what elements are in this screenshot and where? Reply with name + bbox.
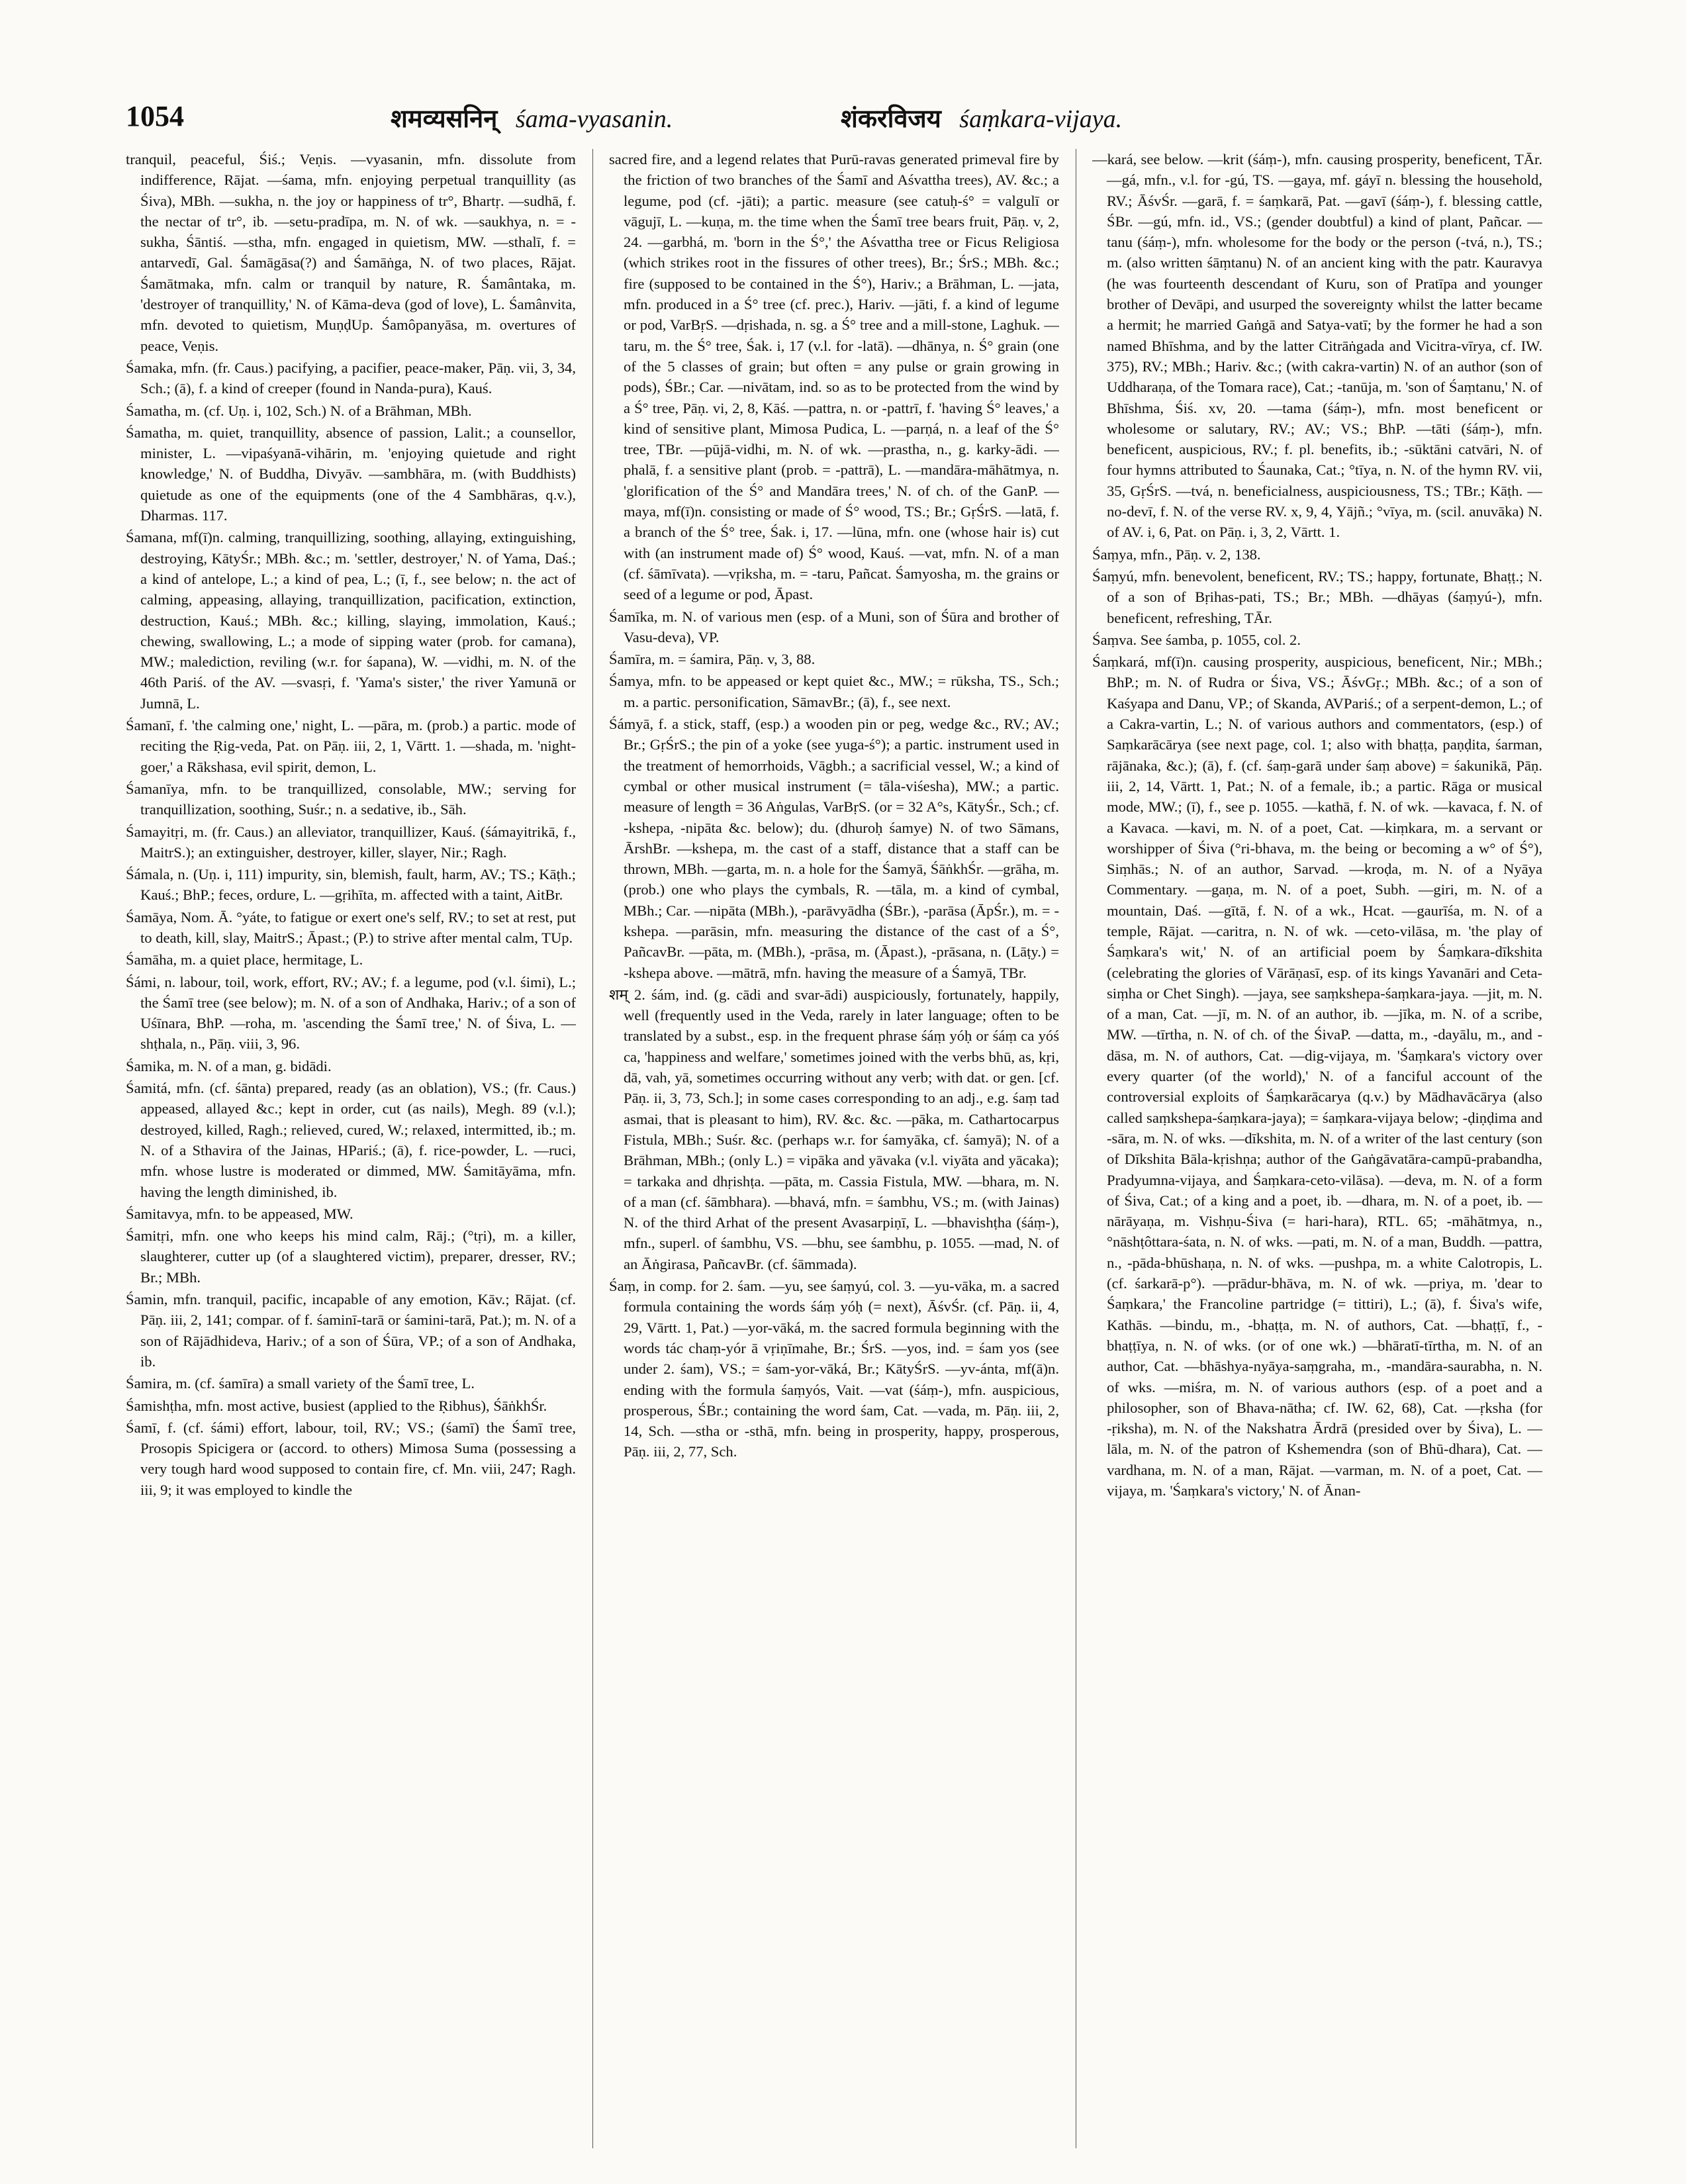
dictionary-entry: Śamayitṛi, m. (fr. Caus.) an alleviator, tranquillizer, Kauś. (śámayitrikā, f., MaitrS.); an extinguisher, destroyer, killer, slayer, Nir.; Ragh.	[126, 823, 576, 861]
dictionary-entry: Śamatha, m. (cf. Uṇ. i, 102, Sch.) N. of a Brāhman, MBh.	[126, 402, 472, 419]
dictionary-entry: sacred fire, and a legend relates that Purū-ravas generated primeval fire by the friction of two branches of the Śamī and Aśvattha trees), AV. &c.; a legume, pod (cf. -jāti); a partic. measure (see catuḥ-ś° = valgulī or vāgujī, L. —kuṇa, m. the time when the Śamī tree bears fruit, Pāṇ. v, 2, 24. —garbhá, m. 'born in the Ś°,' the Aśvattha tree or Ficus Religiosa (which strikes root in the fissures of other trees), Br.; ŚrS.; MBh. &c.; fire (supposed to be contained in the Ś°), Hariv.; a Brāhman, L. —jata, mfn. produced in a Ś° tree (cf. prec.), Hariv. —jāti, f. a kind of legume or pod, VarBṛS. —dṛishada, n. sg. a Ś° tree and a mill-stone, Laghuk. —taru, m. the Ś° tree, Śak. i, 17 (v.l. for -latā). —dhānya, n. Ś° grain (one of the 5 classes of grain; but often = any pulse or grain growing in pods), ŚBr.; Car. —nivātam, ind. so as to be protected from the wind by a Ś° tree, Pāṇ. vi, 2, 8, Kāś. —pattra, n. or -pattrī, f. 'having Ś° leaves,' a kind of sensitive plant, Mimosa Pudica, L. —parṇá, n. a leaf of the Ś° tree, TBr. —pūjā-vidhi, m. N. of wk. —prastha, n., g. karky-ādi. —phalā, f. a sensitive plant (prob. = -pattrā), L. —mandāra-māhātmya, n. 'glorification of the Ś° and Mandāra trees,' N. of ch. of the GanP. —maya, mf(ī)n. consisting or made of Ś° wood, TS.; Br.; GṛŚrS. —latā, f. a branch of the Ś° tree, Śak. i, 17. —lūna, mfn. one (whose hair is) cut with (an instrument made of) Ś° wood, Kauś. —vat, mfn. N. of a man (cf. śāmīvata). —vṛiksha, m. = -taru, Pañcat. Śamyosha, m. the grains or seed of a legume or pod, Āpast.	[609, 151, 1059, 603]
column-divider	[592, 149, 593, 2148]
dictionary-entry: Śamāha, m. a quiet place, hermitage, L.	[126, 951, 363, 969]
dictionary-entry: tranquil, peaceful, Śiś.; Veṇis. —vyasanin, mfn. dissolute from indifference, Rājat. —śama, mfn. enjoying perpetual tranquillity (as Śiva), MBh. —sukha, n. the joy or happiness of tr°, Bhartṛ. —sudhā, f. the nectar of tr°, ib. —setu-pradīpa, m. N. of wk. —saukhya, n. = -sukha, Śāntiś. —stha, mfn. engaged in quietism, MW. —sthalī, f. = antarvedī, Gal. Śamāgāsa(?) and Śamāṅga, N. of two places, Rājat. Śamātmaka, mfn. calm or tranquil by nature, R. Śamântaka, m. 'destroyer of tranquillity,' N. of Kāma-deva (god of love), L. Śamânvita, mfn. devoted to quietism, MuṇḍUp. Śamôpanyāsa, m. overtures of peace, Veṇis.	[126, 151, 576, 354]
dictionary-entry: Śamin, mfn. tranquil, pacific, incapable of any emotion, Kāv.; Rājat. (cf. Pāṇ. iii, 2, 141; compar. of f. śaminī-tarā or śamini-tarā, Pat.); m. N. of a son of Rājādhideva, Hariv.; of a son of Śūra, VP.; of a son of Andhaka, ib.	[126, 1291, 576, 1370]
dictionary-entry: Śamatha, m. quiet, tranquillity, absence of passion, Lalit.; a counsellor, minister, L. —vipaśyanā-vihārin, m. 'enjoying quietude and right knowledge,' N. of Buddha, Divyāv. —sambhāra, m. (with Buddhists) quietude as one of the equipments (one of the 4 Sambhāras, q.v.), Dharmas. 117.	[126, 424, 576, 524]
column-2	[609, 149, 1059, 2155]
column-1	[126, 149, 576, 2155]
dictionary-entry: Śamishṭha, mfn. most active, busiest (applied to the Ṛibhus), ŚāṅkhŚr.	[126, 1397, 547, 1414]
dictionary-entry: Śámala, n. (Uṇ. i, 111) impurity, sin, blemish, fault, harm, AV.; TS.; Kāṭh.; Kauś.; BhP.; feces, ordure, L. —gṛihīta, m. affected with a taint, AitBr.	[126, 866, 576, 904]
dictionary-entry: —kará, see below. —krit (śáṃ-), mfn. causing prosperity, beneficent, TĀr. —gá, mfn., v.l. for -gú, TS. —gaya, mf. gáyī n. blessing the household, RV.; ĀśvŚr. —garā, f. = śaṃkarā, Pat. —gavī (śáṃ-), f. blessing cattle, ŚBr. —gú, mfn. id., VS.; (gender doubtful) a kind of plant, Pañcar. —tanu (śáṃ-), mfn. wholesome for the body or the person (-tvá, n.), TS.; m. (also written śāṃtanu) N. of an ancient king with the patr. Kauravya (he was fourteenth descendant of Kuru, son of Pratīpa and younger brother of Devāpi, and usurped the sovereignty whilst the latter became a hermit; he married Gaṅgā and Satya-vatī; by the former he had a son named Bhīshma, and by the latter Citrāṅgada and Vicitra-vīrya, cf. IW. 375), RV.; MBh.; Hariv. &c.; (with cakra-vartin) N. of an author (son of Uddharaṇa, of the Tomara race), Cat.; -tanūja, m. 'son of Śaṃtanu,' N. of Bhīshma, Śiś. xv, 20. —tama (śáṃ-), mfn. most beneficent or wholesome or salutary, RV.; AV.; VS.; BhP. —tāti (śáṃ-), mfn. beneficent, auspicious, RV.; f. pl. benefits, ib.; -sūktāni catvāri, N. of four hymns attributed to Śaunaka, Cat.; °tīya, n. N. of the hymn RV. vii, 35, GṛŚrS. —tvá, n. beneficialness, auspiciousness, TS.; TBr.; Kāṭh. —no-devī, f. N. of the verse RV. x, 9, 4, Yājñ.; °vīya, m. (scil. anuvāka) N. of AV. i, 6, Pat. on Pāṇ. i, 3, 2, Vārtt. 1.	[1092, 151, 1542, 541]
dictionary-entry: Śamitavya, mfn. to be appeased, MW.	[126, 1205, 353, 1222]
dictionary-entry: Śamī, f. (cf. śámi) effort, labour, toil, RV.; VS.; (śamī) the Śamī tree, Prosopis Spicigera or (accord. to others) Mimosa Suma (possessing a very tough hard wood supposed to contain fire, cf. Mn. viii, 247; Ragh. iii, 9; it was employed to kindle the	[126, 1419, 576, 1498]
left-head-devanagari: शमव्यसनिन्	[391, 105, 498, 133]
dictionary-entry: Śámyā, f. a stick, staff, (esp.) a wooden pin or peg, wedge &c., RV.; AV.; Br.; GṛŚrS.; the pin of a yoke (see yuga-ś°); a partic. instrument used in the treatment of hemorrhoids, Vāgbh.; a sacrificial vessel, W.; a kind of cymbal or other musical instrument (= tāla-viśesha), MW.; a partic. measure of length = 36 Aṅgulas, VarBṛS. (or = 32 A°s, KātyŚr., Sch.; cf. -kshepa, -nipāta &c. below); du. (dhuroḥ śamye) N. of two Sāmans, ĀrshBr. —kshepa, m. the cast of a staff, distance that a staff can be thrown, MBh. —garta, m. n. a hole for the Śamyā, ŚāṅkhŚr. —grāha, m. (prob.) one who plays the cymbals, R. —tāla, m. a kind of cymbal, MBh.; Car. —nipāta (MBh.), -parāvyādha (ŚBr.), -parāsa (ĀpŚr.), m. = -kshepa. —parāsin, mfn. measuring the distance of the cast of a Ś°, PañcavBr. —pāta, m. (MBh.), -prāsa, m. (Āpast.), -prāsana, n. (Lāṭy.) = -kshepa above. —mātrā, mfn. having the measure of a Śamyā, TBr.	[609, 716, 1059, 981]
page-header	[126, 99, 1562, 139]
left-running-head	[391, 101, 673, 135]
dictionary-entry: Śaṃkará, mf(ī)n. causing prosperity, auspicious, beneficent, Nir.; MBh.; BhP.; m. N. of Rudra or Śiva, VS.; ĀśvGṛ.; MBh. &c.; of a son of Kaśyapa and Danu, VP.; of Skanda, AVPariś.; of a serpent-demon, L.; of a Cakra-vartin, L.; N. of various authors and commentators, (esp.) of Saṃkarācārya (see next page, col. 1; also with bhaṭṭa, paṇḍita, śarman, rājānaka, &c.); (ā), f. (cf. śaṃ-garā under śaṃ above) = śakunikā, Pāṇ. iii, 2, 14, Vārtt. 1, Pat.; N. of a female, ib.; a partic. Rāga or musical mode, MW.; (ī), f., see p. 1055. —kathā, f. N. of wk. —kavaca, f. N. of a Kavaca. —kavi, m. N. of a poet, Cat. —kiṃkara, m. a servant or worshipper of Śiva (°ri-bhava, m. the being or becoming a w° of Ś°), Siṃhās.; N. of an author, Sarvad. —kroḍa, m. N. of a Nyāya Commentary. —gaṇa, m. N. of a poet, Subh. —giri, m. N. of a mountain, Daś. —gītā, f. N. of a wk., Hcat. —gaurīśa, m. N. of a temple, Rājat. —caritra, n. N. of wk. —ceto-vilāsa, m. 'the play of Śaṃkara's wit,' N. of an artificial poem by Śaṃkara-dīkshita (celebrating the glories of Vārāṇasī, esp. of its kings Yavanāri and Ceta-siṃha or Chet Singh). —jaya, see saṃkshepa-śaṃkara-jaya. —jit, m. N. of a man, Cat. —jī, m. N. of an author, ib. —jīka, m. N. of a scribe, MW. —tīrtha, n. N. of ch. of the ŚivaP. —datta, m., -dayālu, m., and -dāsa, m. N. of authors, Cat. —dig-vijaya, m. 'Śaṃkara's victory over every quarter (of the world),' N. of a fanciful account of the controversial exploits of Śaṃkarācarya (q.v.) by Mādhavācārya (also called saṃkshepa-śaṃkara-jaya); = śaṃkara-vijaya below; -ḍiṇḍima and -sāra, m. N. of wks. —dīkshita, m. N. of a writer of the last century (son of Dīkshita Bāla-kṛishṇa; author of the Gaṅgāvatāra-campū-prabandha, Pradyumna-vijaya, and Śaṃkara-ceto-vilāsa). —deva, m. N. of a form of Śiva, Cat.; of a king and a poet, ib. —dhara, m. N. of a poet, ib. —nārāyaṇa, m. Vishṇu-Śiva (= hari-hara), RTL. 65; -māhātmya, n., °nāshṭôttara-śata, n. N. of wks. —pati, m. N. of a man, Buddh. —pattra, n., -pāda-bhūshaṇa, n. N. of wks. —pushpa, m. a white Calotropis, L. (cf. śarkarā-p°). —prādur-bhāva, m. N. of wk. —priya, m. 'dear to Śaṃkara,' the Francoline partridge (= tittiri), L.; (ā), f. Śiva's wife, Kathās. —bindu, m., -bhaṭṭa, m. N. of authors, Cat. —bhaṭṭī, f., -bhaṭṭīya, n. N. of wks. (or of one wk.) —bhāratī-tīrtha, m. N. of an author, Cat. —bhāshya-nyāya-saṃgraha, m., -mandāra-saurabha, n. N. of wks. —miśra, m. N. of various authors (esp. of a poet and a philosopher, son of Bhava-nātha; cf. IW. 62, 68), Cat. —ṛksha (for -ṛiksha), m. N. of the Nakshatra Ārdrā (presided over by Śiva), L. —lāla, m. N. of the patron of Kshemendra (son of Bhū-dhara), Cat. —vardhana, m. N. of a man, Rājat. —varman, m. N. of a poet, Cat. —vijaya, m. 'Śaṃkara's victory,' N. of Ānan-	[1092, 653, 1542, 1499]
dictionary-entry: Śaṃya, mfn., Pāṇ. v. 2, 138.	[1092, 546, 1261, 563]
dictionary-entry: Śamika, m. N. of a man, g. bidādi.	[126, 1057, 332, 1074]
dictionary-entry: Śamana, mf(ī)n. calming, tranquillizing, soothing, allaying, extinguishing, destroying, KātyŚr.; MBh. &c.; m. 'settler, destroyer,' N. of Yama, Daś.; a kind of antelope, L.; a kind of pea, L.; (ī, f., see below; n. the act of calming, appeasing, allaying, tranquillization, pacification, extinction, destruction, Kauś.; MBh. &c.; killing, slaying, immolation, Kauś.; chewing, swallowing, L.; a mode of sipping water (prob. for camana), MW.; malediction, reviling (w.r. for śapana), W. —vidhi, m. N. of the 46th Pariś. of the AV. —svasṛi, f. 'Yama's sister,' the river Yamunā or Jumnā, L.	[126, 529, 576, 712]
dictionary-entry: Śaṃva. See śamba, p. 1055, col. 2.	[1092, 631, 1301, 648]
right-head-transliteration: śaṃkara-vijaya.	[959, 105, 1123, 133]
dictionary-entry: Śamaka, mfn. (fr. Caus.) pacifying, a pacifier, peace-maker, Pāṇ. vii, 3, 34, Sch.; (ā), f. a kind of creeper (found in Nanda-pura), Kauś.	[126, 359, 576, 397]
dictionary-entry: Śámi, n. labour, toil, work, effort, RV.; AV.; f. a legume, pod (v.l. śimi), L.; the Śamī tree (see below); m. N. of a son of Andhaka, Hariv.; of a son of Uśīnara, BhP. —roha, m. 'ascending the Śamī tree,' N. of Śiva, L. —shṭhala, n., Pāṇ. viii, 3, 96.	[126, 973, 576, 1053]
dictionary-entry: Śamitá, mfn. (cf. śānta) prepared, ready (as an oblation), VS.; (fr. Caus.) appeased, allayed &c.; kept in order, cut (as nails), Megh. 89 (v.l.); destroyed, killed, Ragh.; relieved, cured, W.; relaxed, intermitted, ib.; m. N. of a Sthavira of the Jainas, HPariś.; (ā), f. rice-powder, L. —ruci, mfn. whose lustre is moderated or dimmed, MW. Śamitāyāma, mfn. having the length diminished, ib.	[126, 1080, 576, 1200]
dictionary-entry: Śamanīya, mfn. to be tranquillized, consolable, MW.; serving for tranquillization, soothing, Suśr.; n. a sedative, ib., Sāh.	[126, 780, 576, 818]
right-head-devanagari: शंकरविजय	[841, 105, 941, 133]
dictionary-entry: Śamīka, m. N. of various men (esp. of a Muni, son of Śūra and brother of Vasu-deva), VP.	[609, 608, 1059, 645]
dictionary-entry: Śamanī, f. 'the calming one,' night, L. —pāra, m. (prob.) a partic. mode of reciting the Ṛig-veda, Pat. on Pāṇ. iii, 2, 1, Vārtt. 1. —shada, m. 'night-goer,' a Rākshasa, evil spirit, demon, L.	[126, 717, 576, 775]
right-running-head	[841, 101, 1122, 135]
dictionary-entry: Śaṃyú, mfn. benevolent, beneficent, RV.; TS.; happy, fortunate, Bhaṭṭ.; N. of a son of Bṛihas-pati, TS.; Br.; MBh. —dhāyas (śaṃyú-), mfn. beneficent, refreshing, TĀr.	[1092, 567, 1542, 626]
dictionary-entry: Śamya, mfn. to be appeased or kept quiet &c., MW.; = rūksha, TS., Sch.; m. a partic. personification, SāmavBr.; (ā), f., see next.	[609, 673, 1059, 710]
dictionary-entry: Śamitṛi, mfn. one who keeps his mind calm, Rāj.; (°tṛi), m. a killer, slaughterer, cutter up (of a slaughtered victim), preparer, dresser, RV.; Br.; MBh.	[126, 1227, 576, 1286]
left-head-transliteration: śama-vyasanin.	[515, 105, 673, 133]
dictionary-entry: Śaṃ, in comp. for 2. śam. —yu, see śaṃyú, col. 3. —yu-vāka, m. a sacred formula containing the words śáṃ yóḥ (= next), ĀśvŚr. (cf. Pāṇ. ii, 4, 29, Vārtt. 1, Pat.) —yor-vāká, m. the sacred formula beginning with the words tác chaṃ-yór ā vṛiṇīmahe, Br.; ŚrS. —yos, ind. = śam yos (see under 2. śam), VS.; = śam-yor-vāká, Br.; KātyŚrS. —yv-ánta, mf(ā)n. ending with the formula śaṃyós, Vait. —vat (śáṃ-), mfn. auspicious, prosperous, ŚBr.; containing the word śam, Cat. —vada, m. Pāṇ. iii, 2, 14, Sch. —stha or -sthā, mfn. being in prosperity, happy, prosperous, Pāṇ. iii, 2, 77, Sch.	[609, 1278, 1059, 1460]
dictionary-entry: Śamira, m. (cf. śamīra) a small variety of the Śamī tree, L.	[126, 1375, 475, 1392]
column-3	[1092, 149, 1542, 2155]
dictionary-entry: Śamāya, Nom. Ā. °yáte, to fatigue or exert one's self, RV.; to set at rest, put to death, kill, slay, MaitrS.; Āpast.; (P.) to strive after mental calm, TUp.	[126, 908, 576, 946]
dictionary-entry: शम् 2. śám, ind. (g. cādi and svar-ādi) auspiciously, fortunately, happily, well (frequently used in the Veda, rarely in later language; often to be translated by a subst., esp. in the frequent phrase śáṃ yóḥ or śáṃ ca yóś ca, 'happiness and welfare,' sometimes joined with the verbs bhū, as, kṛi, dā, vah, yā, sometimes occurring without any verb; with dat. or gen. [cf. Pāṇ. ii, 3, 73, Sch.]; in some cases corresponding to an adj., e.g. śaṃ tad asmai, that is pleasant to him), RV. &c. &c. —pāka, m. Cathartocarpus Fistula, MBh.; Suśr. &c. (perhaps w.r. for śamyāka, cf. śamyā); N. of a Brāhman, MBh.; (only L.) = vipāka and yāvaka (v.l. viyāta and yācaka); = tarkaka and dhṛishṭa. —pāta, m. Cassia Fistula, MW. —bhara, m. N. of a man (cf. śāmbhara). —bhavá, mfn. = śambhu, VS.; m. (with Jainas) N. of the third Arhat of the present Avasarpiṇī, L. —bhavishṭha (śáṃ-), mfn., superl. of śambhu, VS. —bhu, see śambhu, p. 1055. —mad, N. of an Āṅgirasa, PañcavBr. (cf. śāmmada).	[609, 986, 1059, 1272]
text-columns	[126, 149, 1562, 2155]
page-number: 1054	[126, 100, 184, 132]
dictionary-entry: Śamīra, m. = śamira, Pāṇ. v, 3, 88.	[609, 651, 816, 668]
